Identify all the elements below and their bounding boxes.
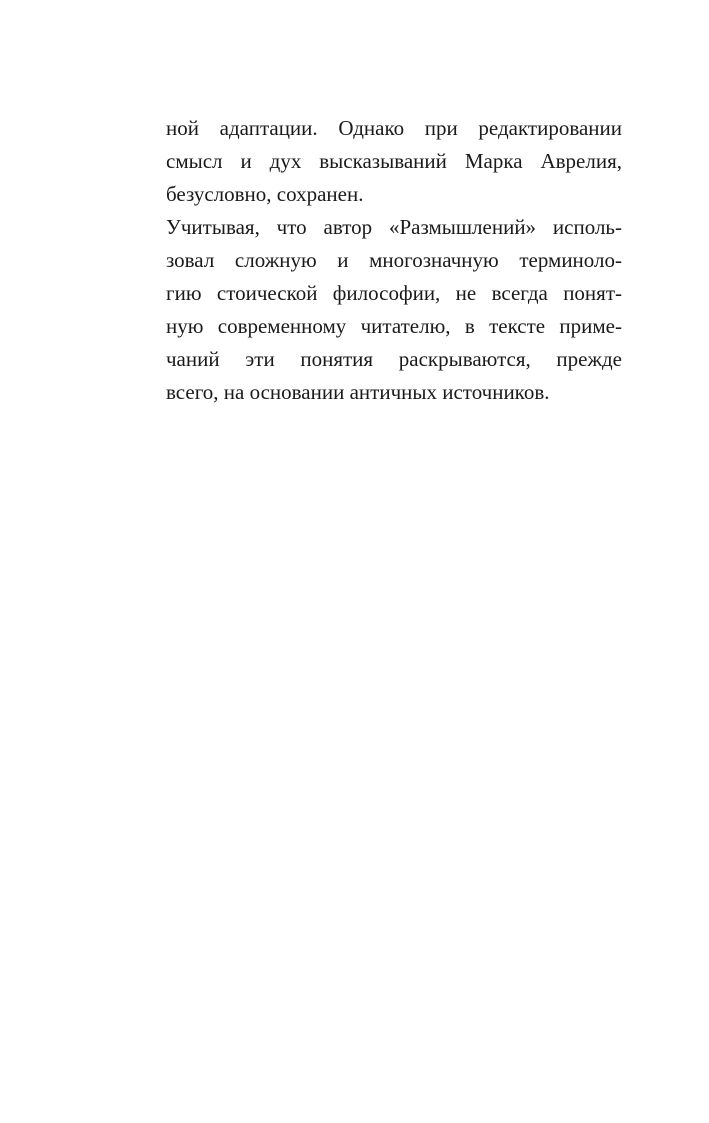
text-line: чаний эти понятия раскрываются, прежде	[166, 347, 622, 371]
text-line: всего, на основании античных источников.	[166, 380, 550, 404]
text-line: ную современному читателю, в тексте приме-	[166, 314, 622, 338]
paragraph-1	[166, 112, 622, 211]
text-line: ной адаптации. Однако при редактировании	[166, 116, 622, 140]
text-line: безусловно, сохранен.	[166, 182, 364, 206]
text-line: смысл и дух высказываний Марка Аврелия,	[166, 149, 622, 173]
text-line: гию стоической философии, не всегда понят-	[166, 281, 622, 305]
body-text	[166, 112, 622, 409]
text-line: зовал сложную и многозначную терминоло-	[166, 248, 622, 272]
paragraph-2	[166, 211, 622, 409]
text-line: Учитывая, что автор «Размышлений» исполь-	[166, 215, 622, 239]
